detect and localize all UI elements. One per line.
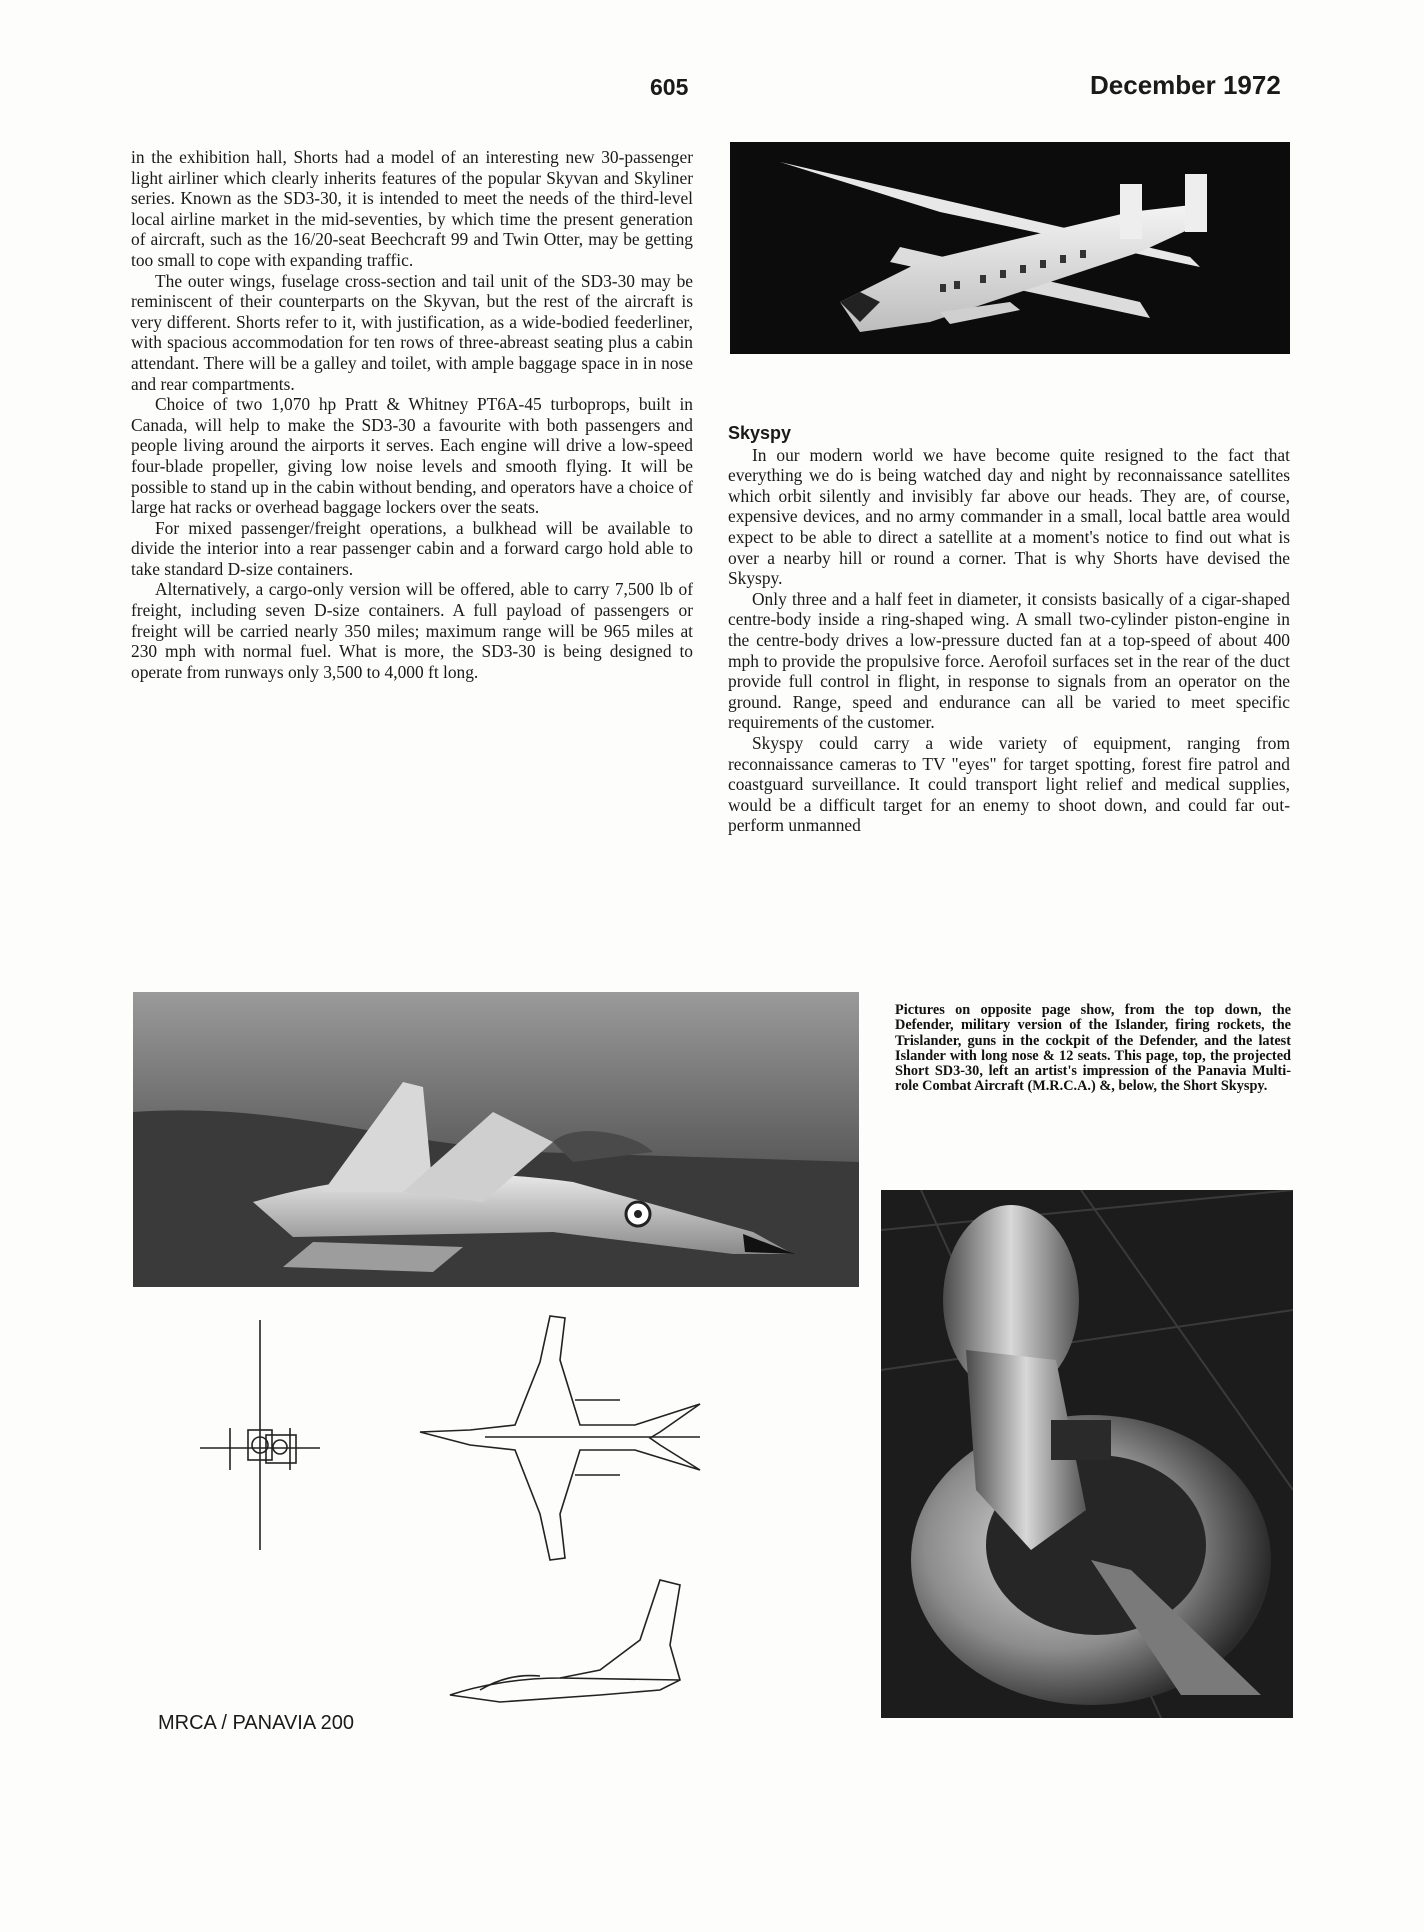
page-number: 605 bbox=[650, 74, 689, 100]
paragraph: The outer wings, fuselage cross-section and tail unit of the SD3-30 may be reminiscent of their counterparts on the Skyvan, but the rest of the aircraft is very different. Shorts refer to it, with justification, as a wide-bodied feederliner, with spacious accommodation for ten rows of three-abreast seating plus a cabin attendant. There will be a galley and toilet, with ample baggage space in in nose and rear compartments. bbox=[131, 270, 693, 394]
paragraph: For mixed passenger/freight operations, a bulkhead will be available to divide the interior into a rear passenger cabin and a forward cargo hold able to take standard D-size containers. bbox=[131, 517, 693, 579]
mrca-photo bbox=[133, 992, 859, 1287]
left-column-text bbox=[131, 147, 693, 682]
paragraph: Only three and a half feet in diameter, it consists basically of a cigar-shaped centre-body inside a ring-shaped wing. A small two-cylinder piston-engine in the centre-body drives a low-pressure ducted fan at a top-speed of about 400 mph to provide the propulsive force. Aerofoil surfaces set in the rear of the duct provide full control in flight, in response to signals from an operator on the ground. Range, speed and endurance can all be varied to meet specific requirements of the customer. bbox=[728, 588, 1290, 733]
right-column-text bbox=[728, 423, 1290, 836]
paragraph: In our modern world we have become quite resigned to the fact that everything we do is being watched day and night by reconnaissance satellites which orbit silently and invisibly far above our heads. They are, of course, expensive devices, and no army commander in a small, local battle area would expect to be able to direct a satellite at a moment's notice to find out what is over a nearby hill or round a corner. That is why Shorts have devised the Skyspy. bbox=[728, 444, 1290, 589]
paragraph: in the exhibition hall, Shorts had a model of an interesting new 30-passenger light airliner which clearly inherits features of the popular Skyvan and Skyliner series. Known as the SD3-30, it is intended to meet the needs of the third-level local airline market in the mid-seventies, by which time the present generation of aircraft, such as the 16/20-seat Beechcraft 99 and Twin Otter, may be getting too small to cope with expanding traffic. bbox=[131, 147, 693, 270]
mrca-three-view-drawing bbox=[180, 1300, 820, 1720]
paragraph: Alternatively, a cargo-only version will be offered, able to carry 7,500 lb of freight, including seven D-size containers. A full payload of passengers or freight will be carried nearly 350 miles; maximum range will be 965 miles at 230 mph with normal fuel. What is more, the SD3-30 is being designed to operate from runways only 3,500 to 4,000 ft long. bbox=[131, 579, 693, 682]
skyspy-photo bbox=[881, 1190, 1293, 1718]
paragraph: Choice of two 1,070 hp Pratt & Whitney PT6A-45 turboprops, built in Canada, will help to make the SD3-30 a favourite with both passengers and people living around the airports it serves. Each engine will drive a low-speed four-blade propeller, giving low noise levels and smooth flying. It will be possible to stand up in the cabin without bending, and operators have a choice of large hat racks or overhead baggage lockers over the seats. bbox=[131, 394, 693, 518]
issue-date: December 1972 bbox=[1090, 70, 1281, 100]
photo-caption: Pictures on opposite page show, from the top down, the Defender, military version of the Islander, firing rockets, the Trislander, guns in the cockpit of the Defender, and the latest Islander with long nose & 12 seats. This page, top, the projected Short SD3-30, left an artist's impression of the Panavia Multi-role Combat Aircraft (M.R.C.A.) &, below, the Short Skyspy. bbox=[895, 1002, 1291, 1095]
section-heading: Skyspy bbox=[728, 423, 792, 443]
diagram-label: MRCA / PANAVIA 200 bbox=[158, 1712, 355, 1734]
paragraph: Skyspy could carry a wide variety of equipment, ranging from reconnaissance cameras to TV "eyes" for target spotting, forest fire patrol and coastguard surveillance. It could transport light relief and medical supplies, would be a difficult target for an enemy to shoot down, and could far out-perform unmanned bbox=[728, 732, 1290, 836]
sd330-photo bbox=[730, 142, 1290, 354]
